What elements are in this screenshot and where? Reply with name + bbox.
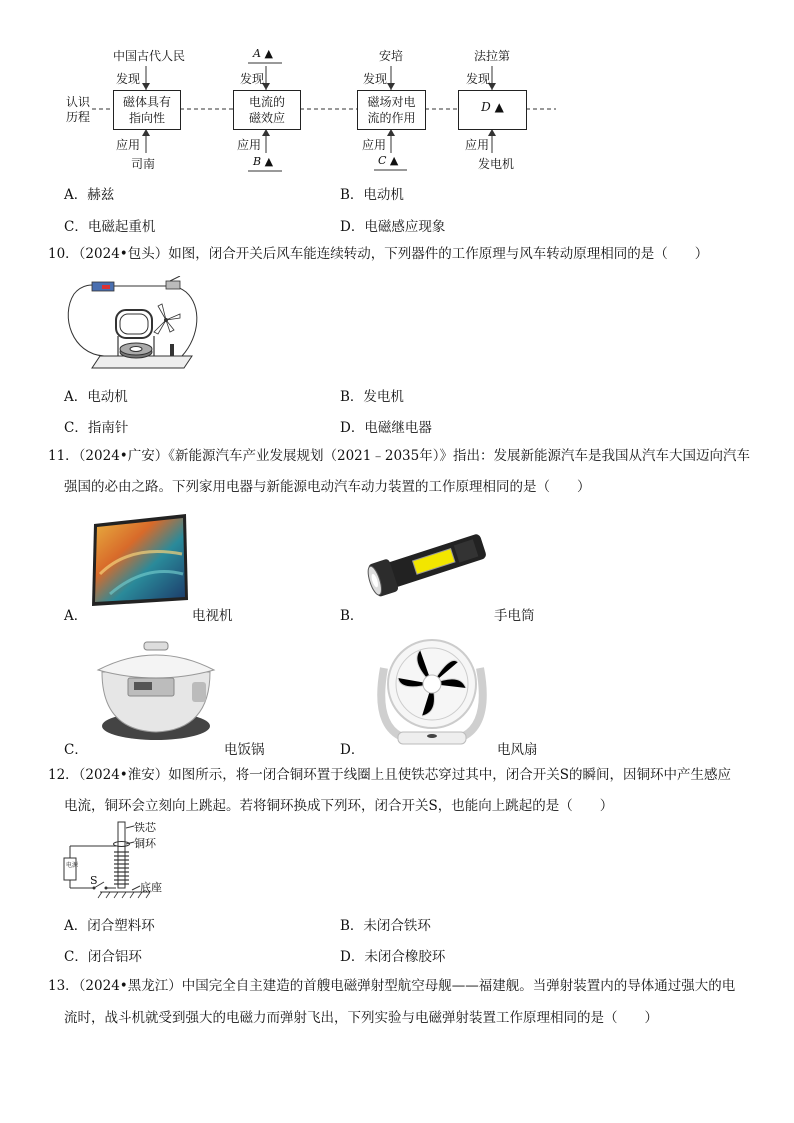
q12-stem-line-2: 电流，铜环会立刻向上跳起。若将铜环换成下列环，闭合开关S，也能向上跳起的是（ ） <box>64 798 614 814</box>
box-4 <box>458 90 527 130</box>
q11-stem-line-1: 11．（2024•广安）《新能源汽车产业发展规划（2021﹣2035年）》指出：发展新能源汽车是我国从汽车大国迈向汽车 <box>48 448 750 464</box>
option-letter: A． <box>64 608 88 624</box>
option-letter: C． <box>64 742 88 758</box>
q12-option-b[interactable] <box>340 914 431 934</box>
q10-stem: 10．（2024•包头）如图，闭合开关后风车能连续转动，下列器件的工作原理与风车转动原理相同的是（ ） <box>48 246 709 262</box>
discover-label-1: 发现 <box>116 72 141 86</box>
q9-option-c[interactable] <box>64 215 155 235</box>
q9-option-d[interactable] <box>340 215 445 235</box>
box-2-line-2: 磁效应 <box>248 111 285 125</box>
option-text: 电磁继电器 <box>364 420 432 436</box>
option-letter: A． <box>64 389 88 405</box>
q11-option-c[interactable] <box>64 738 88 758</box>
box-2 <box>233 90 301 130</box>
q11-stem-line-2: 强国的必由之路。下列家用电器与新能源电动汽车动力装置的工作原理相同的是（ ） <box>64 479 591 495</box>
box-1 <box>113 90 181 130</box>
windmill-motor-figure <box>62 276 202 372</box>
q10-option-c[interactable] <box>64 416 128 436</box>
tv-image <box>90 514 190 606</box>
option-letter: B． <box>340 918 364 934</box>
q11-option-a-text: 电视机 <box>192 608 233 624</box>
option-letter: D． <box>340 949 365 965</box>
power-source-label: 电源 <box>66 862 79 869</box>
option-text: 闭合铝环 <box>87 949 142 965</box>
top-label-2: A ▲ <box>253 47 273 60</box>
option-text: 电磁感应现象 <box>364 219 446 235</box>
q11-option-a[interactable] <box>64 604 87 624</box>
discover-label-4: 发现 <box>466 72 491 86</box>
apply-label-3: 应用 <box>362 138 387 152</box>
induction-ring-figure <box>60 820 170 902</box>
box-3-line-2: 流的作用 <box>367 111 416 125</box>
rice-cooker-image <box>94 634 218 746</box>
box-1-line-1: 磁体具有 <box>122 95 171 109</box>
q9-option-b[interactable] <box>340 183 404 203</box>
bottom-label-4: 发电机 <box>478 157 515 171</box>
base-label: 底座 <box>140 881 162 894</box>
option-letter: B． <box>340 187 364 203</box>
option-text: 未闭合橡胶环 <box>364 949 446 965</box>
option-letter: D． <box>340 219 365 235</box>
option-text: 发电机 <box>363 389 404 405</box>
box-2-line-1: 电流的 <box>248 95 285 109</box>
option-letter: C． <box>64 420 88 436</box>
top-label-3: 安培 <box>379 49 404 63</box>
q11-option-b-text: 手电筒 <box>494 608 535 624</box>
q10-option-a[interactable] <box>64 385 128 405</box>
switch-label: S <box>90 874 98 887</box>
option-letter: A． <box>64 918 88 934</box>
option-text: 未闭合铁环 <box>363 918 431 934</box>
option-letter: C． <box>64 949 88 965</box>
q11-option-c-text: 电饭锅 <box>224 742 265 758</box>
flashlight-image <box>366 520 492 606</box>
q12-option-d[interactable] <box>340 945 445 965</box>
q12-stem-line-1: 12．（2024•淮安）如图所示，将一闭合铜环置于线圈上且使铁芯穿过其中，闭合开关S的瞬间，因铜环中产生感应 <box>48 767 731 783</box>
top-label-4: 法拉第 <box>474 49 511 63</box>
option-text: 指南针 <box>87 420 129 436</box>
q9-option-a[interactable] <box>64 183 114 203</box>
iron-core-label: 铁芯 <box>134 821 156 834</box>
discover-label-2: 发现 <box>240 72 265 86</box>
copper-ring-label: 铜环 <box>134 837 156 850</box>
top-label-1: 中国古代人民 <box>113 49 186 63</box>
option-text: 赫兹 <box>87 187 115 203</box>
apply-label-2: 应用 <box>237 138 262 152</box>
q13-stem-line-2: 流时，战斗机就受到强大的电磁力而弹射飞出，下列实验与电磁弹射装置工作原理相同的是（ ） <box>64 1010 658 1026</box>
option-letter: D． <box>340 742 365 758</box>
q11-option-b[interactable] <box>340 604 363 624</box>
option-letter: A． <box>64 187 88 203</box>
apply-label-1: 应用 <box>116 138 141 152</box>
q13-stem-line-1: 13．（2024•黑龙江）中国完全自主建造的首艘电磁弹射型航空母舰——福建舰。当弹射装置内的导体通过强大的电 <box>48 978 736 994</box>
option-letter: B． <box>340 389 364 405</box>
option-text: 电磁起重机 <box>87 219 156 235</box>
bottom-label-3: C ▲ <box>378 154 399 167</box>
bottom-label-1: 司南 <box>131 157 156 171</box>
box-4-line-1: D ▲ <box>481 100 504 114</box>
option-letter: B． <box>340 608 364 624</box>
option-text: 电动机 <box>363 187 404 203</box>
option-text: 电动机 <box>87 389 128 405</box>
q12-option-c[interactable] <box>64 945 142 965</box>
q11-option-d[interactable] <box>340 738 364 758</box>
box-3-line-1: 磁场对电 <box>367 95 416 109</box>
q10-option-d[interactable] <box>340 416 432 436</box>
option-text: 闭合塑料环 <box>87 918 155 934</box>
apply-label-4: 应用 <box>465 138 490 152</box>
option-letter: D． <box>340 420 365 436</box>
option-letter: C． <box>64 219 88 235</box>
q10-option-b[interactable] <box>340 385 404 405</box>
box-1-line-2: 指向性 <box>128 111 165 125</box>
row-label-2: 历程 <box>66 110 91 124</box>
box-3 <box>357 90 426 130</box>
discover-label-3: 发现 <box>363 72 388 86</box>
row-label-1: 认识 <box>66 95 91 109</box>
bottom-label-2: B ▲ <box>253 155 274 168</box>
electric-fan-image <box>370 632 494 750</box>
q11-option-d-text: 电风扇 <box>497 742 538 758</box>
q12-option-a[interactable] <box>64 914 155 934</box>
